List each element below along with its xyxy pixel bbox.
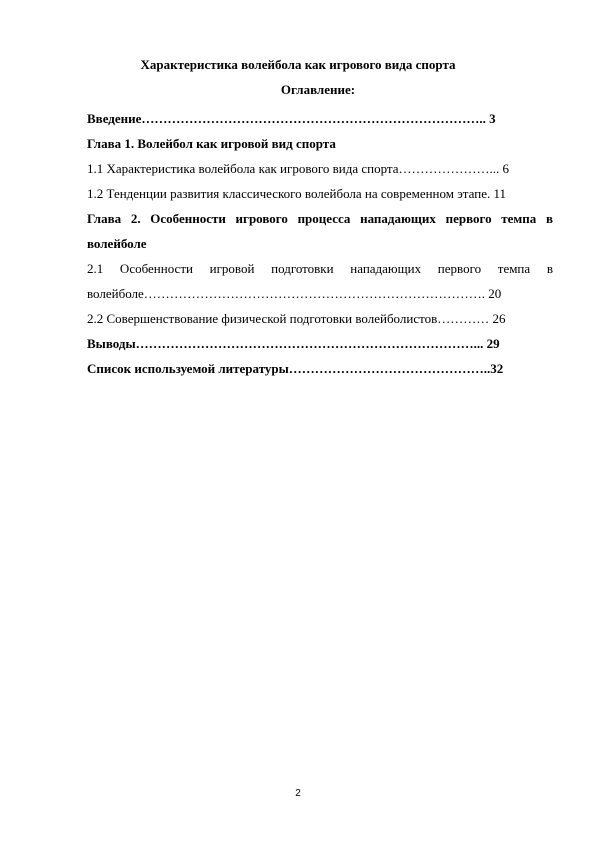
toc-entry-1-1: 1.1 Характеристика волейбола как игрового вида спорта…………………... 6: [87, 161, 510, 176]
toc-entry-chapter-1: Глава 1. Волейбол как игровой вид спорта: [87, 136, 336, 151]
table-of-contents: [87, 106, 553, 381]
toc-entry-2-1-line-2: волейболе……………………………………………………………………. 20: [87, 286, 502, 301]
toc-entry-chapter-2-line-1: Глава 2. Особенности игрового процесса нападающих первого темпа в: [87, 211, 553, 226]
document-title: Характеристика волейбола как игрового вида спорта: [140, 57, 456, 72]
toc-heading: Оглавление:: [280, 82, 356, 97]
toc-entry-intro: Введение…………………………………………………………………….. 3: [87, 111, 496, 126]
toc-entry-1-2: 1.2 Тенденции развития классического волейбола на современном этапе. 11: [87, 186, 506, 201]
toc-entry-2-2: 2.2 Совершенствование физической подготовки волейболистов………… 26: [87, 311, 506, 326]
toc-entry-conclusions: Выводы……………………………………………………………………... 29: [87, 336, 500, 351]
toc-entry-chapter-2-line-2: волейболе: [87, 236, 147, 251]
page-number: 2: [295, 788, 301, 799]
toc-entry-2-1-line-1: 2.1 Особенности игровой подготовки нападающих первого темпа в: [87, 261, 553, 276]
toc-entry-references: Список используемой литературы………………………………………..32: [87, 361, 504, 376]
